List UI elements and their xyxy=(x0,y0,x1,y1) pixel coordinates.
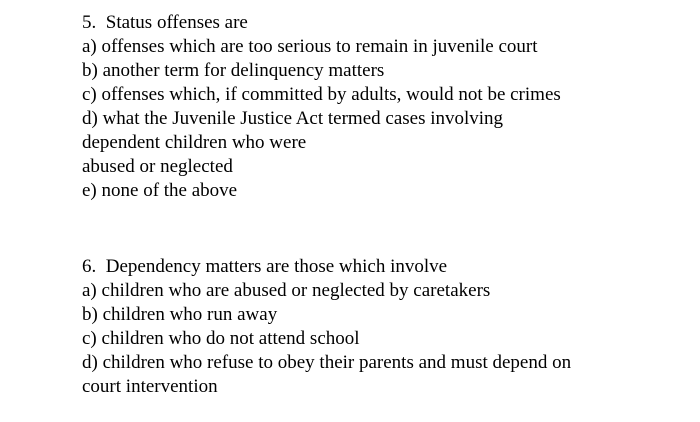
question-5 xyxy=(82,11,682,203)
question-5-option-c: c) offenses which, if committed by adults, would not be crimes xyxy=(82,84,561,105)
question-6-option-b: b) children who run away xyxy=(82,304,278,325)
question-5-option-e: e) none of the above xyxy=(82,180,238,201)
question-5-stem: 5. Status offenses are xyxy=(82,12,248,33)
question-6-option-d: d) children who refuse to obey their parents and must depend on xyxy=(82,352,572,373)
question-6-option-d-continuation: court intervention xyxy=(82,376,218,397)
question-5-option-a: a) offenses which are too serious to remain in juvenile court xyxy=(82,36,538,57)
question-5-option-d-continuation-2: abused or neglected xyxy=(82,156,233,177)
question-6-option-a: a) children who are abused or neglected by caretakers xyxy=(82,280,491,301)
question-6 xyxy=(82,255,682,399)
question-5-option-d-continuation-1: dependent children who were xyxy=(82,132,307,153)
question-6-option-c: c) children who do not attend school xyxy=(82,328,360,349)
question-5-option-b: b) another term for delinquency matters xyxy=(82,60,385,81)
question-6-stem: 6. Dependency matters are those which involve xyxy=(82,256,448,277)
question-5-option-d: d) what the Juvenile Justice Act termed cases involving xyxy=(82,108,504,129)
